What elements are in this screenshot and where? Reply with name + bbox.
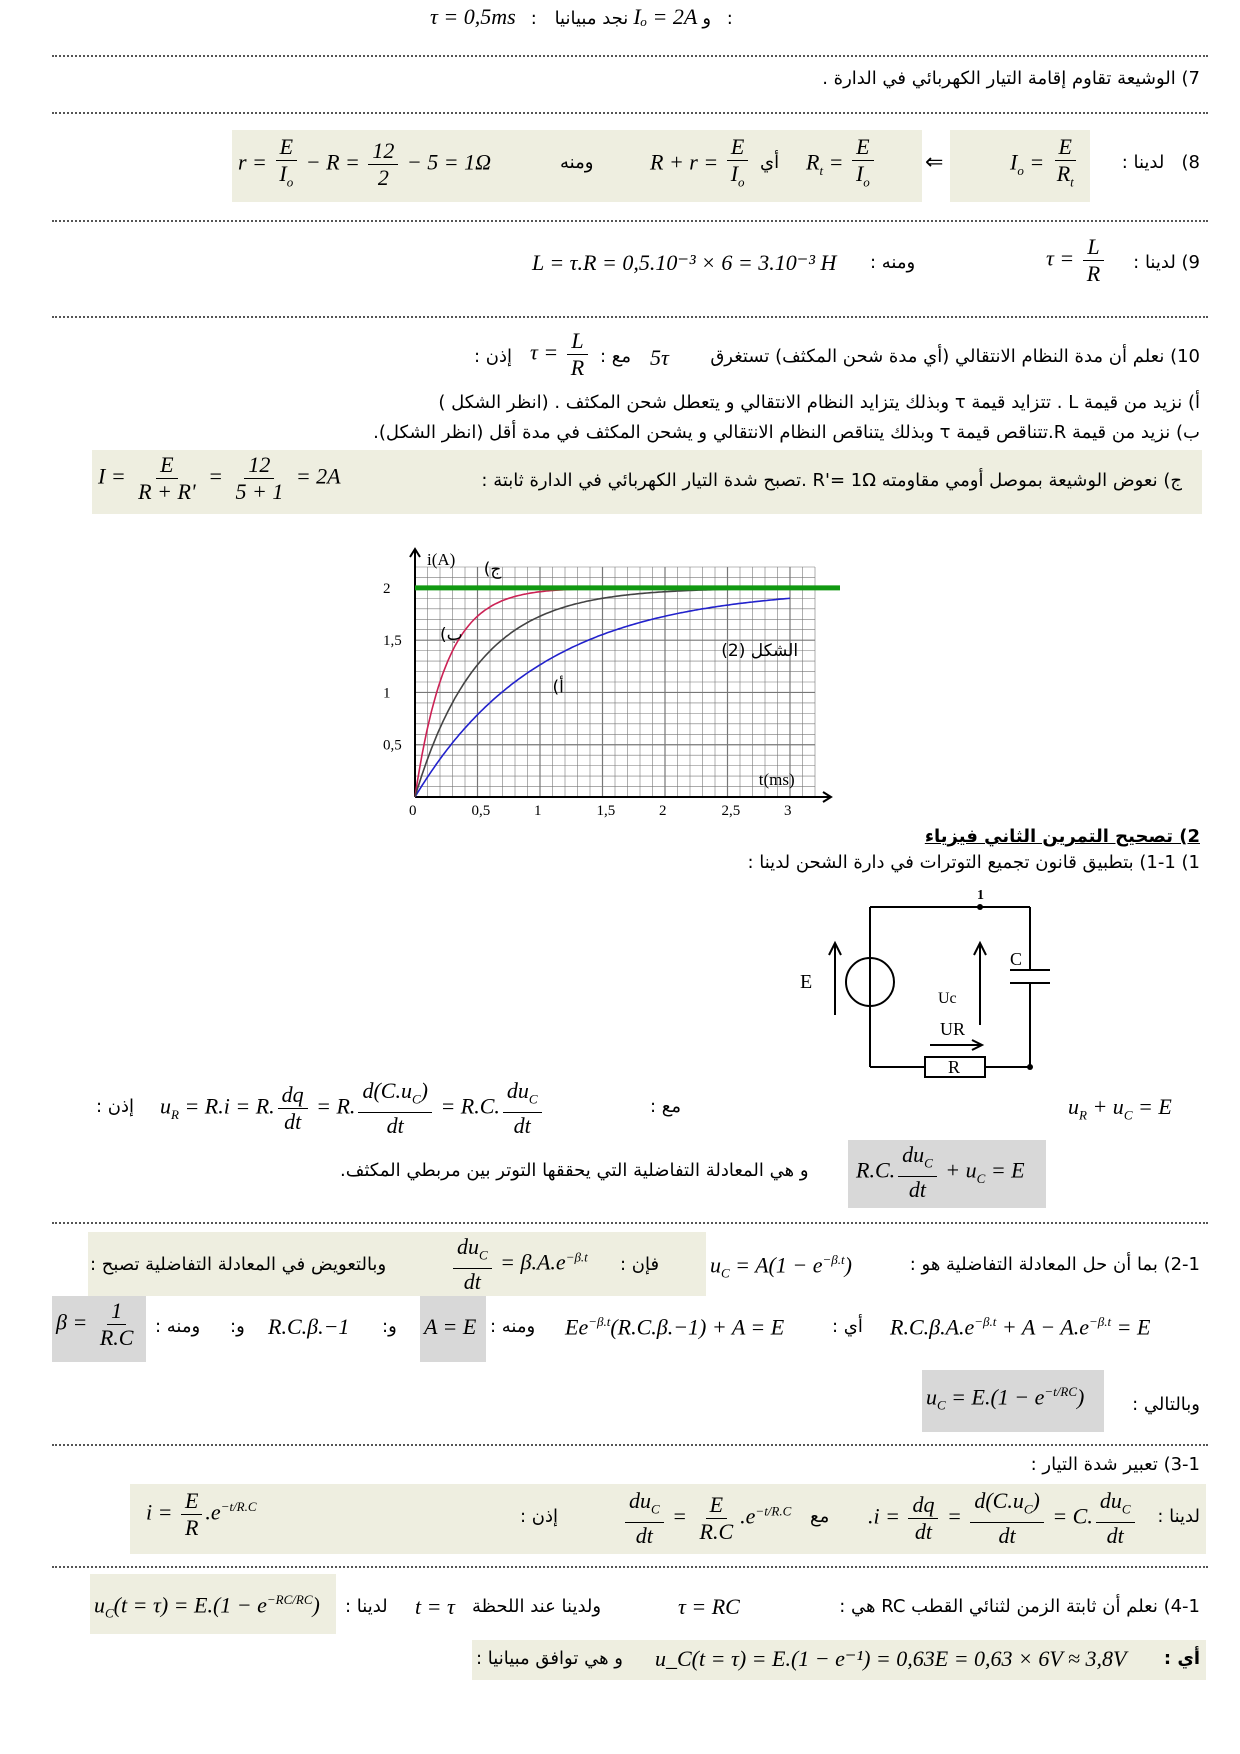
q10-a: أ) نزيد من قيمة L . تتزايد قيمة τ وبذلك يتزايد النظام الانتقالي و يتعطل شحن المكثف . (انظر الشكل ) xyxy=(438,392,1200,413)
ay2: أي : xyxy=(1163,1648,1200,1669)
q8-wa-minhu: ومنه xyxy=(560,152,594,173)
q10-with: مع : xyxy=(600,346,632,367)
maa: مع xyxy=(810,1506,830,1527)
q8-io-formula: $I_o$ = $\frac{E}{R_t}$ xyxy=(1010,134,1081,195)
q9-given: 9) لدينا : xyxy=(1133,252,1200,273)
q7-text: الوشيعة تقاوم إقامة التيار الكهربائي في الدارة . xyxy=(822,68,1176,89)
uc-final: $u_C = E.(1 - e^{-t/RC})$ xyxy=(926,1384,1085,1413)
A-equation: A = E xyxy=(424,1314,477,1339)
s2-1-solution: $u_C = A(1 - e^{-\beta.t})$ xyxy=(710,1252,852,1281)
separator xyxy=(52,1444,1208,1446)
agree-text: و هي توافق مبيانيا : xyxy=(476,1648,623,1669)
q10-tau-formula: τ = $\frac{L}{R}$ xyxy=(530,328,591,381)
diff-equation: R.C. $\frac{du_C}{dt}$ + $u_C = E$ xyxy=(856,1142,1025,1203)
q7-line: 7) الوشيعة تقاوم إقامة التيار الكهربائي في الدارة . xyxy=(822,68,1200,89)
wa-minhu: ومنه : xyxy=(490,1316,536,1337)
ex2-idhan: إذن : xyxy=(96,1096,135,1117)
s4-1: 4-1) نعلم أن ثابتة الزمن لثنائي القطب RC هي : xyxy=(839,1596,1200,1617)
q10-b: ب) نزيد من قيمة R.تتناقص قيمة τ وبذلك يتناقص النظام الانتقالي و يشحن المكثف في مدة أقل (انظر الشكل). xyxy=(373,422,1200,443)
label-c: (ج xyxy=(483,559,502,580)
q10-idhan: إذن : xyxy=(474,346,513,367)
circuit-Uc: Uc xyxy=(938,990,957,1007)
ex2-heading: 2) تصحيح التمرين الثاني فيزياء xyxy=(924,826,1200,847)
s3-1: 3-1) تعبير شدة التيار : xyxy=(1030,1454,1200,1475)
x-tick-label: 3 xyxy=(784,803,792,819)
sum-equation: $u_R + u_C = E$ xyxy=(1068,1094,1172,1123)
q9-wa-minhu: ومنه : xyxy=(870,252,916,273)
subst-text: وبالتعويض في المعادلة التفاضلية تصبح : xyxy=(90,1254,387,1275)
x-tick-label: 2 xyxy=(659,803,667,819)
rcb-term: R.C.β.−1 xyxy=(268,1314,350,1339)
q10-intro: 10) نعلم أن مدة النظام الانتقالي (أي مدة شحن المكثف) تستغرق xyxy=(710,346,1200,367)
circuit-C: C xyxy=(1010,949,1023,969)
and-word: و xyxy=(702,8,712,29)
wa2: و: xyxy=(230,1316,245,1337)
x-tick-label: 2,5 xyxy=(721,803,741,819)
q8-given: 8) لدينا : xyxy=(1121,152,1200,173)
uc-numeric: u_C(t = τ) = E.(1 − e⁻¹) = 0,63E = 0,63 × 6V ≈ 3,8V xyxy=(655,1646,1127,1671)
t-tau: t = τ xyxy=(415,1594,455,1619)
tau-value: τ = 0,5ms xyxy=(430,4,516,29)
circuit-R: R xyxy=(948,1057,961,1077)
x-tick-label: 0,5 xyxy=(471,803,491,819)
io-value: Iₒ = 2A xyxy=(633,4,698,29)
ur-equation: $u_R = R.i = R$. $\frac{dq}{dt}$ = R. $\frac{d(C.u_C)}{dt}$ = R.C. $\frac{du_C}{dt}$ xyxy=(160,1078,545,1139)
s2-1-intro: 2-1) بما أن حل المعادلة التفاضلية هو : xyxy=(909,1254,1200,1275)
x-tick-label: 1 xyxy=(534,803,542,819)
q8-rr-formula: R + r = $\frac{E}{I_o}$ xyxy=(650,134,752,195)
line2-b: $Ee^{-\beta.t}(R.C.\beta.-1) + A = E$ xyxy=(565,1314,785,1340)
ex2-with: مع : xyxy=(650,1096,682,1117)
and-at: ولدينا عند اللحظة xyxy=(472,1596,602,1617)
circuit-UR: UR xyxy=(940,1019,966,1039)
y-tick-label: 0,5 xyxy=(383,737,402,754)
derivative: $\frac{du_C}{dt}$ = $\beta.A.e^{-\beta.t}$ xyxy=(450,1234,588,1295)
diff-text: و هي المعادلة التفاضلية التي يحققها التوتر بين مربطي المكثف. xyxy=(340,1160,809,1181)
q8-result-formula: r = $\frac{E}{I_o}$ − R = $\frac{12}{2}$ − 5 = 1Ω xyxy=(238,134,491,191)
q10-c: ج) نعوض الوشيعة بموصل أومي مقاومته R'= 1Ω .تصبح شدة التيار الكهربائي في الدارة ثابتة : xyxy=(481,470,1182,491)
q9-tau-formula: τ = $\frac{L}{R}$ xyxy=(1046,234,1107,287)
x-axis-label: t(ms) xyxy=(758,770,795,789)
beta-equation: β = $\frac{1}{R.C}$ xyxy=(56,1298,134,1350)
y-tick-label: 2 xyxy=(383,580,391,597)
q8-rt-formula: $R_t$ = $\frac{E}{I_o}$ xyxy=(806,134,877,195)
x-tick-label: 1,5 xyxy=(596,803,616,819)
ay: أي : xyxy=(832,1316,863,1337)
fain: فإن : xyxy=(620,1254,660,1275)
graph-found-label: نجد مبيانيا : xyxy=(554,8,733,29)
q9-result: L = τ.R = 0,5.10⁻³ × 6 = 3.10⁻³ H xyxy=(532,250,837,275)
q10-five-tau: 5τ xyxy=(650,345,669,370)
uc-tau: $u_C(t = \tau) = E.(1 - e^{-RC/RC})$ xyxy=(94,1592,320,1621)
idhan2: إذن : xyxy=(520,1506,559,1527)
q8-ay: أي xyxy=(760,152,780,173)
separator xyxy=(52,1566,1208,1568)
line2-a: $R.C.\beta.A.e^{-\beta.t} + A - A.e^{-\beta.t} = E$ xyxy=(890,1314,1151,1340)
wa: و: xyxy=(382,1316,397,1337)
duc-equation: $\frac{du_C}{dt}$ = $\frac{E}{R.C}$ $.e^{-t/R.C}$ xyxy=(622,1488,791,1549)
implies-arrow-icon: ⇐ xyxy=(925,150,944,175)
current-chart xyxy=(370,525,880,825)
top-line: τ = 0,5ms : و Iₒ = 2A نجد مبيانيا : xyxy=(430,4,733,29)
figure-label: الشكل (2) xyxy=(721,640,799,661)
y-tick-label: 1,5 xyxy=(383,633,402,650)
y-axis-label: i(A) xyxy=(427,550,456,569)
q10-c-formula: I = $\frac{E}{R + R'}$ = $\frac{12}{5 + 1}$ = 2A xyxy=(98,452,341,504)
wabittali: وبالتالي : xyxy=(1132,1394,1200,1415)
separator xyxy=(52,220,1208,222)
y-tick-label: 1 xyxy=(383,685,391,702)
separator xyxy=(52,55,1208,57)
label-b: (ب xyxy=(440,625,463,646)
x-tick-label: 0 xyxy=(409,803,417,819)
wa-minhu2: ومنه : xyxy=(155,1316,201,1337)
ladayna: لدينا : xyxy=(1157,1506,1200,1527)
label-a: (أ xyxy=(552,677,564,698)
separator xyxy=(52,1222,1208,1224)
i-equation: .i = $\frac{dq}{dt}$ = $\frac{d(C.u_C)}{dt}$ = C. $\frac{du_C}{dt}$ xyxy=(868,1488,1138,1549)
tau-rc: τ = RC xyxy=(678,1594,740,1619)
ex2-s1-1: 1) 1-1) بتطبيق قانون تجميع التوترات في دارة الشحن لدينا : xyxy=(747,852,1200,873)
separator xyxy=(52,112,1208,114)
circuit-E: E xyxy=(800,971,813,993)
ladayna2: لدينا : xyxy=(345,1596,388,1617)
i-final: i = $\frac{E}{R}$ $.e^{-t/R.C}$ xyxy=(146,1488,257,1540)
separator xyxy=(52,316,1208,318)
circuit-node: 1 xyxy=(977,888,984,903)
rc-circuit xyxy=(780,885,1080,1115)
